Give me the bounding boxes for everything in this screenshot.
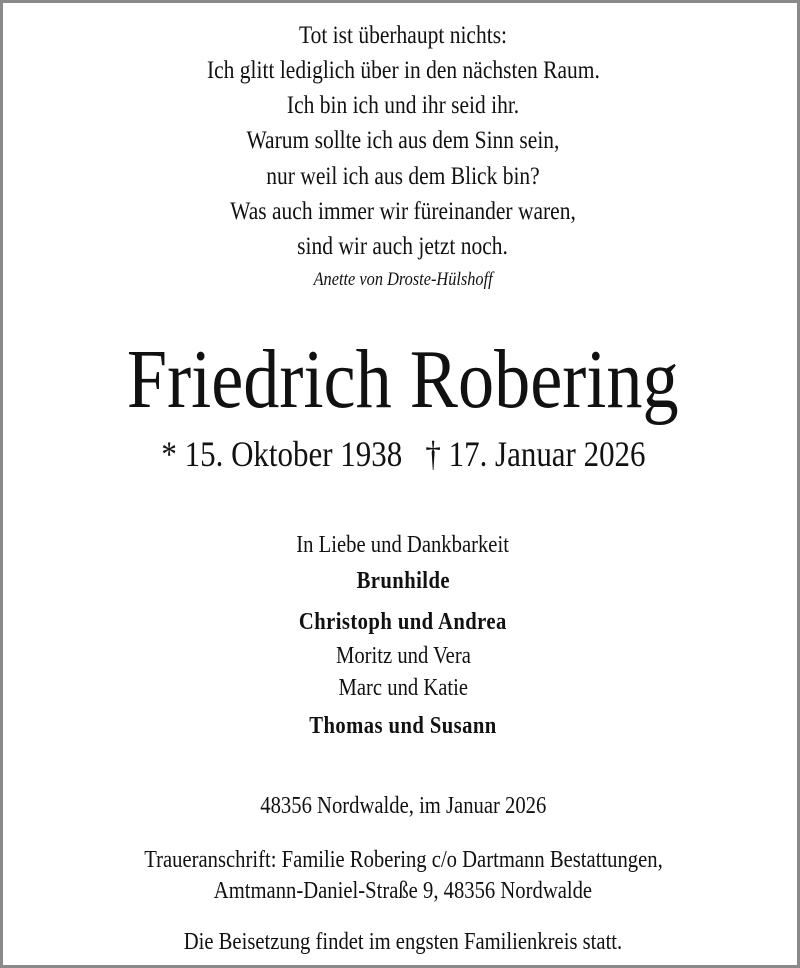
- mourning-address-line1: Traueranschrift: Familie Robering c/o Dartmann Bestattungen,: [143, 847, 663, 873]
- poem-line: Ich glitt lediglich über in den nächsten Raum.: [206, 57, 600, 84]
- mourning-address-line2: Amtmann-Daniel-Straße 9, 48356 Nordwalde: [213, 878, 593, 904]
- mourner-name: Thomas und Susann: [309, 713, 497, 739]
- birth-date: * 15. Oktober 1938: [160, 434, 402, 474]
- burial-note: Die Beisetzung findet im engsten Familienkreis statt.: [183, 929, 623, 955]
- poem-line: Ich bin ich und ihr seid ihr.: [286, 92, 520, 119]
- death-date: † 17. Januar 2026: [424, 434, 646, 474]
- life-dates: [3, 433, 800, 475]
- place-date: 48356 Nordwalde, im Januar 2026: [259, 793, 547, 819]
- mourner-name: Christoph und Andrea: [299, 609, 507, 635]
- poem-line: Was auch immer wir füreinander waren,: [230, 198, 576, 225]
- deceased-name: Friedrich Robering: [127, 333, 679, 426]
- poem-line: Warum sollte ich aus dem Sinn sein,: [246, 127, 560, 154]
- mourners-intro: In Liebe und Dankbarkeit: [296, 532, 510, 558]
- mourner-name: Marc und Katie: [338, 675, 468, 701]
- mourner-name: Moritz und Vera: [335, 643, 471, 669]
- poem-line: sind wir auch jetzt noch.: [297, 233, 509, 260]
- poem-line: nur weil ich aus dem Blick bin?: [266, 163, 540, 190]
- poem-author: Anette von Droste-Hülshoff: [313, 269, 493, 290]
- mourner-name: Brunhilde: [356, 568, 450, 594]
- poem-line: Tot ist überhaupt nichts:: [298, 22, 508, 49]
